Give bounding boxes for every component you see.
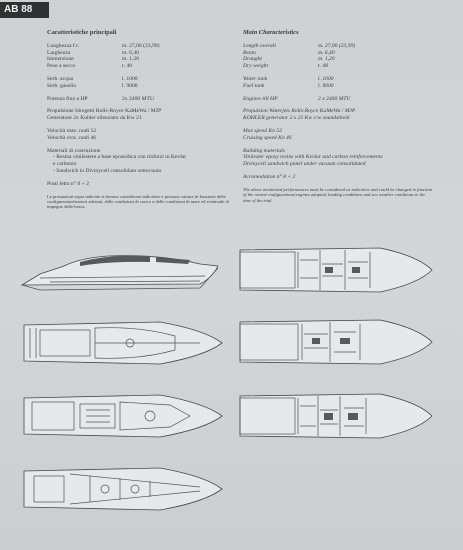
layout-main <box>240 320 432 364</box>
spec-row: Immersione m. 1,20 <box>47 56 139 63</box>
spec-row: Serb. gasolio l. 9000 <box>47 82 138 89</box>
spec-row: Water tank l. 1000 <box>243 75 334 82</box>
spec-line: Max speed Kn 52 <box>243 127 282 134</box>
page-badge: AB 88 <box>0 2 49 18</box>
spec-line: Generatore 2x Kohler silenziato da Kw 21 <box>47 115 142 122</box>
spec-row: Beam m. 6,40 <box>243 49 335 56</box>
spec-line: Building materials <box>243 147 285 154</box>
spec-row: Length overall m. 27,00 (23,99) <box>243 42 356 49</box>
spec-line: Propulsione Idrogetti Rolls-Royce KaMeWa / MJP <box>47 108 162 115</box>
deck-plan-main <box>24 395 222 437</box>
spec-line: - Resina vinilestere a base epossidica con rinforzi in Kevlar <box>53 154 187 161</box>
spec-line: Divinycell sandwich panel under vacuum consolidated <box>243 161 366 168</box>
spec-line: Accomodation n° 8 + 2 <box>243 173 296 180</box>
disclaimer-note: The above mentioned performances must be considered as indicative and could be changed in function of the owned configurations/engines adopted, loading conditions and sea weather conditions in the time of the trial. <box>243 186 433 203</box>
spec-line: - Sandwich in Divinycell consolidato sottovuoto <box>53 167 162 174</box>
spec-row: Serb. acqua l. 1000 <box>47 75 138 82</box>
yacht-drawings <box>0 240 463 530</box>
spec-row: Lunghezza f.t. m. 27,00 (23,99) <box>47 42 160 49</box>
spec-row: Draught m. 1,20 <box>243 56 335 63</box>
specs-heading: Main Characteristics <box>243 29 299 36</box>
disclaimer-note: Le prestazioni sopra indicate si devono considerare indicative e possono variare in funzione delle configurazioni/motori adottati, delle condizioni di carico e delle condizioni di mare ed eventuale di impegno delle barca. <box>47 193 229 210</box>
spec-row: Potenza fino a HP 2x 2400 MTU <box>47 95 155 102</box>
deck-plan-top <box>24 322 222 364</box>
layout-lower <box>240 394 432 438</box>
profile-view <box>22 256 218 290</box>
spec-row: Fuel tank l. 9000 <box>243 82 334 89</box>
spec-row: Dry weight t. 48 <box>243 63 328 70</box>
spec-line: e carbonio <box>53 161 77 168</box>
specs-heading: Caratteristiche principali <box>47 29 117 36</box>
spec-line: Cruising speed Kn 46 <box>243 134 292 141</box>
spec-line: Velocità max. nodi 52 <box>47 127 97 134</box>
deck-plan-lower <box>24 468 222 510</box>
layout-upper <box>240 248 432 292</box>
spec-row: Engines till HP 2 x 2400 MTU <box>243 95 351 102</box>
specs-english <box>243 30 433 203</box>
specs-italian <box>47 30 237 210</box>
spec-row: Larghezza m. 6,40 <box>47 49 139 56</box>
spec-line: Materiali di costruzione <box>47 147 101 154</box>
spec-row: Peso a secco t. 48 <box>47 63 132 70</box>
spec-line: KOHLER generator 2 x 21 Kw c/w soundshield <box>243 115 350 122</box>
spec-line: Vinilester epoxy resins with Kevlar and carbon reinforcements <box>243 154 383 161</box>
spec-line: Propulsion Waterjets Rolls-Royce KaMeWa / MJP <box>243 108 356 115</box>
spec-line: Posti letto n° 8 + 2 <box>47 180 89 187</box>
spec-line: Velocità croc. nodi 46 <box>47 134 97 141</box>
